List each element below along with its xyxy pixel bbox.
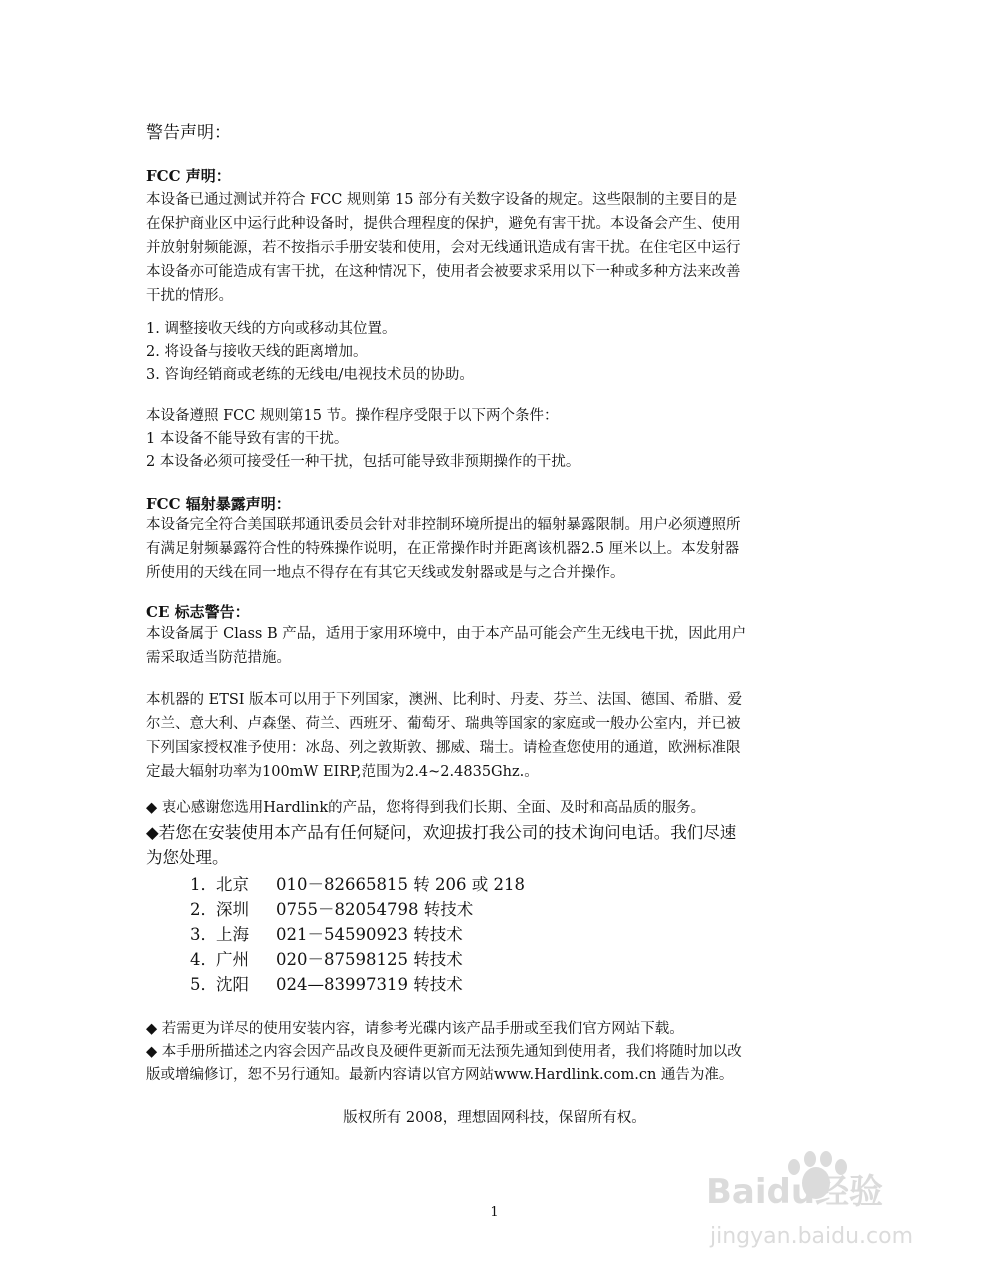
support-line: ◆若您在安装使用本产品有任何疑问，欢迎拔打我公司的技术询问电话。我们尽速 — [146, 823, 737, 842]
list-item: 1 本设备不能导致有害的干扰。 — [146, 431, 349, 447]
support-line: 为您处理。 — [146, 848, 229, 867]
etsi-line: 尔兰、意大利、卢森堡、荷兰、西班牙、葡萄牙、瑞典等国家的家庭或一般办公室内，并已被 — [146, 716, 741, 732]
ce-title: CE 标志警告： — [146, 603, 250, 621]
etsi-line: 本机器的 ETSI 版本可以用于下列国家，澳洲、比利时、丹麦、芬兰、法国、德国、希腊、爱 — [146, 692, 743, 708]
list-item: 2 本设备必须可接受任一种干扰，包括可能导致非预期操作的干扰。 — [146, 454, 581, 470]
page-number: 1 — [490, 1205, 499, 1220]
list-item: 3. 咨询经销商或老练的无线电/电视技术员的协助。 — [146, 367, 474, 383]
note-line: ◆ 本手册所描述之内容会因产品改良及硬件更新而无法预先通知到使用者，我们将随时加以改 — [146, 1044, 742, 1060]
ce-paragraph — [146, 622, 846, 670]
contact-row: 1．北京 010－82665815 转 206 或 218 — [190, 875, 525, 894]
ce-line: 需采取适当防范措施。 — [146, 650, 291, 666]
radiation-line: 本设备完全符合美国联邦通讯委员会针对非控制环境所提出的辐射暴露限制。用户必须遵照所 — [146, 517, 741, 533]
fcc-line: 干扰的情形。 — [146, 288, 233, 304]
fcc-compliance — [146, 405, 846, 474]
phone-number: 0755－82054798 转技术 — [276, 900, 474, 919]
phone-number: 010－82665815 转 206 或 218 — [276, 875, 525, 894]
contact-row: 5．沈阳 024—83997319 转技术 — [190, 975, 463, 994]
notes — [146, 1018, 846, 1087]
fcc-paragraph — [146, 188, 846, 308]
fcc-measures-list — [146, 318, 846, 387]
fcc-line: 本设备已通过测试并符合 FCC 规则第 15 部分有关数字设备的规定。这些限制的主要目的是 — [146, 192, 738, 208]
phone-number: 020－87598125 转技术 — [276, 950, 463, 969]
note-line: 版或增编修订，恕不另行通知。最新内容请以官方网站www.Hardlink.com.cn 通告为准。 — [146, 1067, 734, 1083]
etsi-line: 下列国家授权准予使用：冰岛、列之敦斯敦、挪威、瑞士。请检查您使用的通道，欧洲标准限 — [146, 740, 741, 756]
fcc-line: 本设备亦可能造成有害干扰，在这种情况下，使用者会被要求采用以下一种或多种方法来改善 — [146, 264, 741, 280]
phone-number: 021－54590923 转技术 — [276, 925, 463, 944]
radiation-paragraph — [146, 513, 846, 585]
support-note — [146, 820, 846, 870]
list-item: 1. 调整接收天线的方向或移动其位置。 — [146, 321, 397, 337]
watermark-brand: Baidu经验 — [706, 1172, 884, 1212]
fcc-line: 并放射射频能源，若不按指示手册安装和使用，会对无线通讯造成有害干扰。在住宅区中运行 — [146, 240, 741, 256]
etsi-line: 定最大辐射功率为100mW EIRP,范围为2.4~2.4835Ghz.。 — [146, 764, 539, 780]
radiation-line: 所使用的天线在同一地点不得存在有其它天线或发射器或是与之合并操作。 — [146, 565, 625, 581]
contact-row: 4．广州 020－87598125 转技术 — [190, 950, 463, 969]
fcc-line: 在保护商业区中运行此种设备时，提供合理程度的保护，避免有害干扰。本设备会产生、使用 — [146, 216, 741, 232]
note-line: ◆ 若需更为详尽的使用安装内容，请参考光碟内该产品手册或至我们官方网站下载。 — [146, 1021, 684, 1037]
list-item: 本设备遵照 FCC 规则第15 节。操作程序受限于以下两个条件： — [146, 408, 559, 424]
etsi-paragraph — [146, 688, 846, 784]
radiation-title: FCC 辐射暴露声明： — [146, 495, 291, 513]
contact-row: 3．上海 021－54590923 转技术 — [190, 925, 463, 944]
baidu-watermark-logo — [696, 1143, 936, 1263]
thanks-note: ◆ 衷心感谢您选用Hardlink的产品，您将得到我们长期、全面、及时和高品质的服务。 — [146, 800, 706, 816]
watermark-url: jingyan.baidu.com — [710, 1224, 914, 1249]
phone-number: 024—83997319 转技术 — [276, 975, 463, 994]
page-title: 警告声明： — [146, 123, 231, 143]
copyright: 版权所有 2008，理想固网科技，保留所有权。 — [343, 1110, 646, 1126]
fcc-title: FCC 声明： — [146, 167, 231, 185]
ce-line: 本设备属于 Class B 产品，适用于家用环境中，由于本产品可能会产生无线电干扰，因此用户 — [146, 626, 747, 642]
list-item: 2. 将设备与接收天线的距离增加。 — [146, 344, 368, 360]
radiation-line: 有满足射频暴露符合性的特殊操作说明，在正常操作时并距离该机器2.5 厘米以上。本发射器 — [146, 541, 740, 557]
contact-row: 2．深圳 0755－82054798 转技术 — [190, 900, 474, 919]
